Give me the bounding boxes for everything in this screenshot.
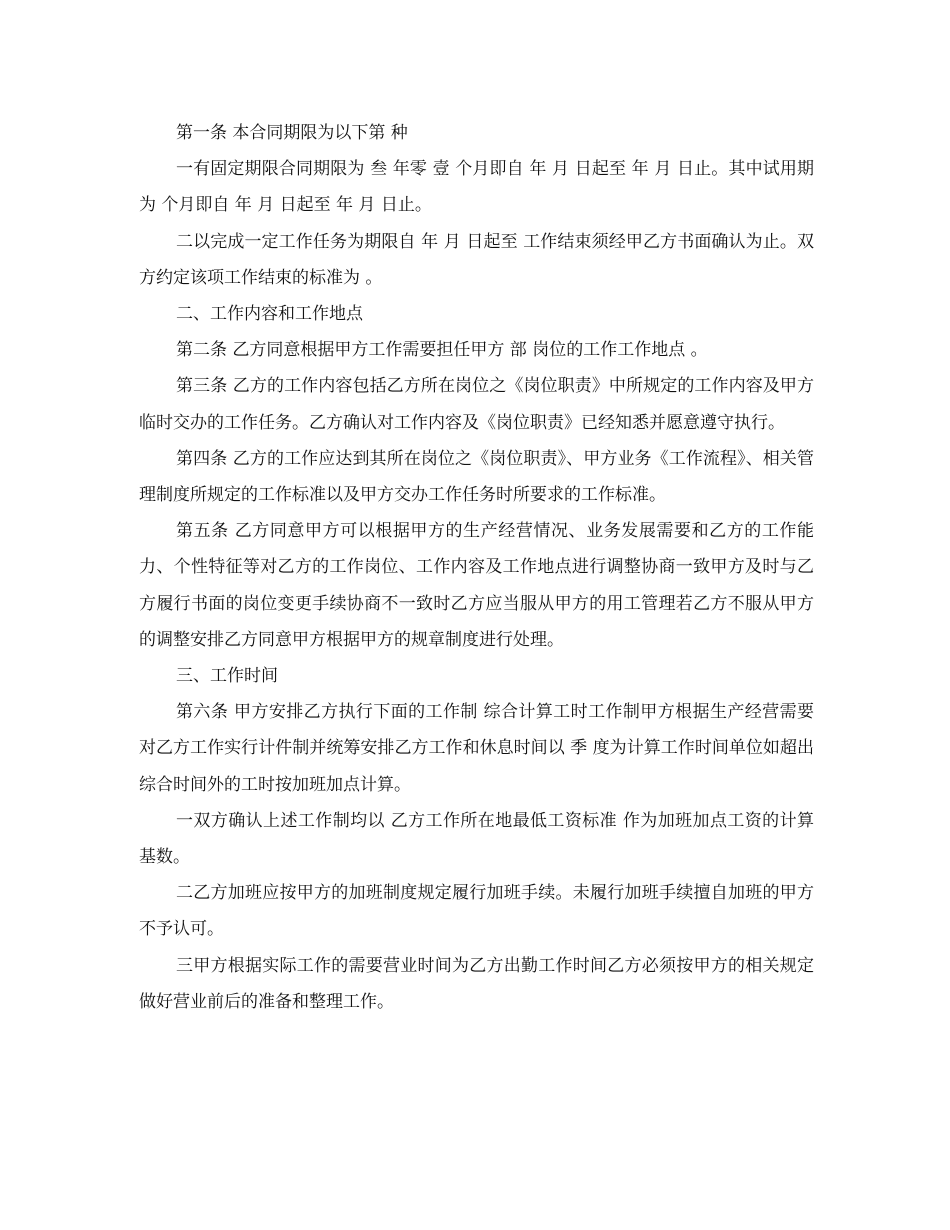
paragraph-article-3: 第三条 乙方的工作内容包括乙方所在岗位之《岗位职责》中所规定的工作内容及甲方临时交办的工作任务。乙方确认对工作内容及《岗位职责》已经知悉并愿意遵守执行。 [139, 376, 814, 433]
paragraph-fixed-term: 一有固定期限合同期限为 叁 年零 壹 个月即自 年 月 日起至 年 月 日止。其中试用期为 个月即自 年 月 日起至 年 月 日止。 [139, 159, 814, 216]
paragraph-article-6: 第六条 甲方安排乙方执行下面的工作制 综合计算工时工作制甲方根据生产经营需要对乙方工作实行计件制并统筹安排乙方工作和休息时间以 季 度为计算工作时间单位如超出综合时间外的工时按加班加点计算。 [139, 702, 814, 795]
paragraph-article-2: 第二条 乙方同意根据甲方工作需要担任甲方 部 岗位的工作工作地点 。 [176, 340, 708, 361]
paragraph-article-4: 第四条 乙方的工作应达到其所在岗位之《岗位职责》、甲方业务《工作流程》、相关管理制度所规定的工作标准以及甲方交办工作任务时所要求的工作标准。 [139, 448, 814, 506]
section-heading-work-content: 二、工作内容和工作地点 [176, 304, 363, 325]
paragraph-overtime-procedure: 二乙方加班应按甲方的加班制度规定履行加班手续。未履行加班手续擅自加班的甲方不予认可。 [139, 883, 814, 940]
paragraph-article-5: 第五条 乙方同意甲方可以根据甲方的生产经营情况、业务发展需要和乙方的工作能力、个性特征等对乙方的工作岗位、工作内容及工作地点进行调整协商一致甲方及时与乙方履行书面的岗位变更手续协商不一致时乙方应当服从甲方的用工管理若乙方不服从甲方的调整安排乙方同意甲方根据甲方的规章制度进行处理。 [139, 521, 814, 650]
paragraph-task-term: 二以完成一定工作任务为期限自 年 月 日起至 工作结束须经甲乙方书面确认为止。双方约定该项工作结束的标准为 。 [139, 231, 814, 288]
document-body [139, 115, 814, 1020]
paragraph-overtime-base: 一双方确认上述工作制均以 乙方工作所在地最低工资标准 作为加班加点工资的计算基数。 [139, 810, 814, 868]
paragraph-article-1: 第一条 本合同期限为以下第 种 [176, 123, 408, 143]
section-heading-work-time: 三、工作时间 [176, 666, 278, 687]
paragraph-business-hours: 三甲方根据实际工作的需要营业时间为乙方出勤工作时间乙方必须按甲方的相关规定做好营业前后的准备和整理工作。 [139, 955, 814, 1012]
